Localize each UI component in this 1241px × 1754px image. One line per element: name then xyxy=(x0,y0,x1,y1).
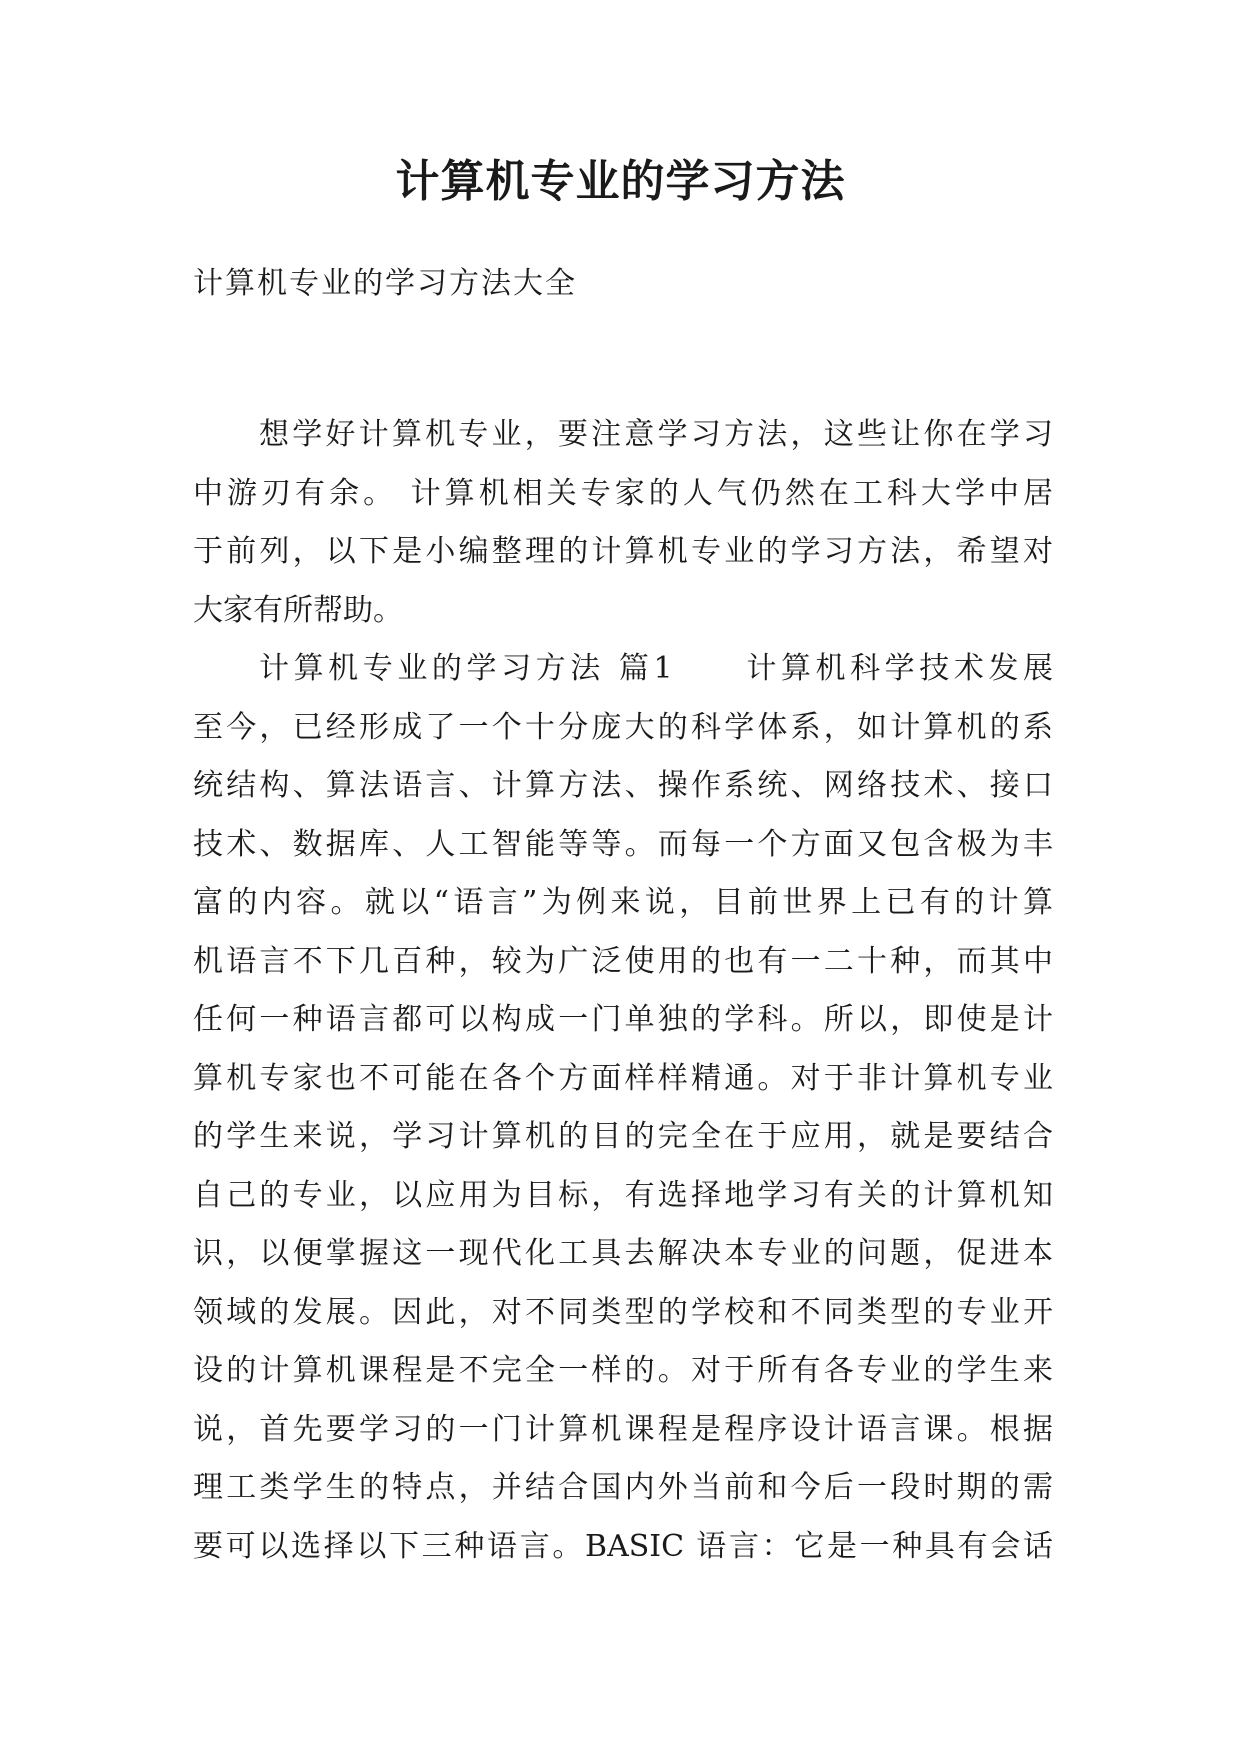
paragraph-2-line-16: 要可以选择以下三种语言。BASIC 语言：它是一种具有会话 xyxy=(193,1528,1053,1564)
paragraph-2-line-2: 至今，已经形成了一个十分庞大的科学体系，如计算机的系 xyxy=(193,709,1053,745)
paragraph-2-line-10: 自己的专业，以应用为目标，有选择地学习有关的计算机知 xyxy=(193,1177,1053,1213)
paragraph-2-line-7: 任何一种语言都可以构成一门单独的学科。所以，即使是计 xyxy=(193,1002,1053,1037)
paragraph-1-line-3: 于前列，以下是小编整理的计算机专业的学习方法，希望对 xyxy=(193,534,1053,569)
paragraph-2-line-15: 理工类学生的特点，并结合国内外当前和今后一段时期的需 xyxy=(193,1470,1053,1505)
document-body xyxy=(193,406,1053,1576)
paragraph-2-line-4: 技术、数据库、人工智能等等。而每一个方面又包含极为丰 xyxy=(193,826,1053,862)
paragraph-1-line-1: 想学好计算机专业，要注意学习方法，这些让你在学习 xyxy=(259,417,1053,452)
paragraph-2-line-14: 说，首先要学习的一门计算机课程是程序设计语言课。根据 xyxy=(193,1411,1053,1447)
paragraph-2-line-8: 算机专家也不可能在各个方面样样精通。对于非计算机专业 xyxy=(193,1060,1053,1096)
paragraph-2-line-11: 识，以便掌握这一现代化工具去解决本专业的问题，促进本 xyxy=(193,1236,1053,1271)
paragraph-1-line-2: 中游刃有余。 计算机相关专家的人气仍然在工科大学中居 xyxy=(193,475,1053,511)
document-title: 计算机专业的学习方法 xyxy=(395,156,846,207)
document-subtitle: 计算机专业的学习方法大全 xyxy=(193,266,577,301)
paragraph-2-line-3: 统结构、算法语言、计算方法、操作系统、网络技术、接口 xyxy=(193,768,1053,803)
paragraph-2-line-6: 机语言不下几百种，较为广泛使用的也有一二十种，而其中 xyxy=(193,943,1053,979)
paragraph-2-line-9: 的学生来说，学习计算机的目的完全在于应用，就是要结合 xyxy=(193,1119,1053,1154)
paragraph-2-line-12: 领域的发展。因此，对不同类型的学校和不同类型的专业开 xyxy=(193,1294,1053,1330)
paragraph-2-line-5: 富的内容。就以“语言”为例来说，目前世界上已有的计算 xyxy=(193,885,1053,920)
paragraph-2-line-1: 计算机专业的学习方法 篇1 计算机科学技术发展 xyxy=(259,651,1053,686)
paragraph-1-line-4: 大家有所帮助。 xyxy=(193,592,403,628)
paragraph-2-line-13: 设的计算机课程是不完全一样的。对于所有各专业的学生来 xyxy=(193,1353,1053,1388)
